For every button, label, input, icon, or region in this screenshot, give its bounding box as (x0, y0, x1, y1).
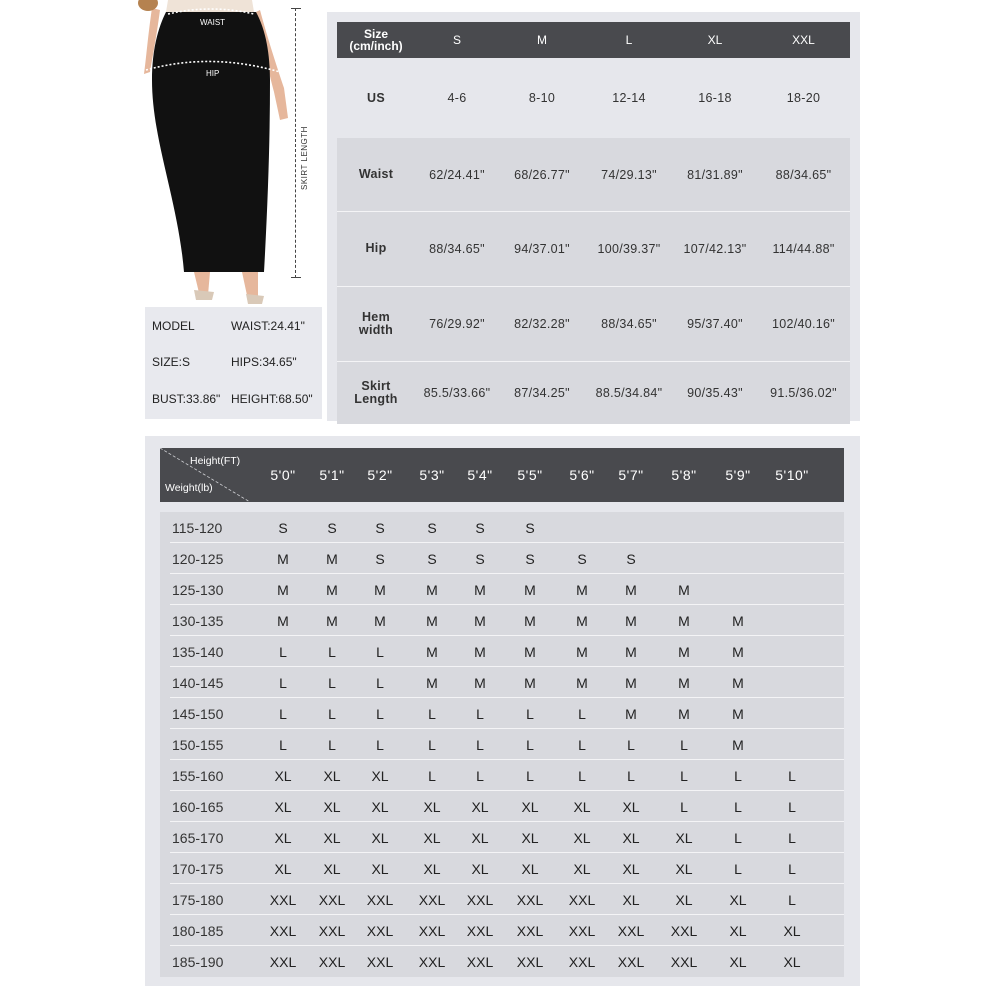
fit-row (160, 698, 844, 729)
fit-size-cell: M (625, 705, 637, 722)
fit-size-cell: XL (573, 798, 591, 815)
fit-size-cell: S (626, 550, 636, 567)
fit-row (160, 915, 844, 946)
fit-size-cell: L (788, 829, 796, 846)
fit-size-cell: XL (783, 922, 801, 939)
height-col-header: 5'2" (367, 467, 393, 483)
size-row-label: Hem width (358, 309, 394, 337)
fit-size-cell: S (427, 550, 437, 567)
fit-chart-corner (160, 448, 250, 502)
fit-size-cell: XL (423, 829, 441, 846)
fit-size-cell: L (734, 860, 742, 877)
fit-size-cell: S (525, 550, 535, 567)
fit-size-cell: XL (323, 798, 341, 815)
model-hips: HIPS:34.65" (231, 355, 297, 369)
fit-row (160, 636, 844, 667)
fit-size-cell: L (627, 736, 635, 753)
size-cell: 95/37.40" (687, 316, 743, 331)
fit-size-cell: S (278, 519, 288, 536)
size-cell: 12-14 (612, 91, 646, 105)
height-col-header: 5'7" (618, 467, 644, 483)
size-cell: 87/34.25" (514, 385, 570, 400)
size-cell: 91.5/36.02" (770, 385, 837, 400)
fit-row (160, 822, 844, 853)
fit-size-cell: XL (675, 829, 693, 846)
fit-size-cell: XXL (318, 891, 346, 908)
fit-size-cell: L (526, 705, 534, 722)
fit-size-cell: XL (622, 891, 640, 908)
fit-size-cell: L (328, 643, 336, 660)
fit-size-cell: XL (521, 798, 539, 815)
fit-size-cell: L (476, 736, 484, 753)
fit-size-cell: L (734, 829, 742, 846)
size-cell: 88/34.65" (601, 316, 657, 331)
weight-range-label: 135-140 (172, 643, 224, 660)
fit-size-cell: L (680, 798, 688, 815)
fit-size-cell: L (627, 767, 635, 784)
size-chart (327, 12, 860, 421)
fit-size-cell: M (474, 581, 486, 598)
fit-size-cell: M (374, 581, 386, 598)
skirt-length-measure (295, 8, 298, 278)
fit-size-cell: XL (371, 860, 389, 877)
fit-size-cell: M (678, 612, 690, 629)
fit-size-cell: XL (371, 798, 389, 815)
fit-size-cell: M (277, 612, 289, 629)
fit-size-cell: L (578, 767, 586, 784)
model-bust: BUST:33.86" (152, 392, 221, 406)
weight-range-label: 155-160 (172, 767, 224, 784)
fit-size-cell: XL (323, 860, 341, 877)
fit-size-cell: XXL (617, 922, 645, 939)
fit-size-cell: XL (471, 798, 489, 815)
fit-size-cell: XL (675, 891, 693, 908)
height-col-header: 5'6" (569, 467, 595, 483)
fit-size-cell: XXL (617, 953, 645, 970)
fit-size-cell: XL (471, 829, 489, 846)
fit-size-cell: M (625, 643, 637, 660)
weight-axis-label: Weight(lb) (165, 482, 213, 494)
size-chart-body (337, 138, 850, 424)
fit-size-cell: L (526, 736, 534, 753)
fit-size-cell: M (576, 674, 588, 691)
size-col-xxl: XXL (792, 33, 815, 47)
fit-size-cell: L (279, 643, 287, 660)
fit-size-cell: XXL (670, 953, 698, 970)
fit-row (160, 729, 844, 760)
fit-size-cell: L (788, 798, 796, 815)
fit-size-cell: XL (783, 953, 801, 970)
fit-size-cell: M (474, 674, 486, 691)
fit-size-cell: M (524, 581, 536, 598)
fit-chart-body (160, 512, 844, 977)
fit-size-cell: XXL (568, 891, 596, 908)
fit-size-cell: XXL (366, 953, 394, 970)
model-label: MODEL (152, 319, 195, 333)
size-cell: 100/39.37" (597, 241, 661, 256)
fit-row (160, 853, 844, 884)
size-row-label: US (367, 90, 385, 105)
fit-row (160, 605, 844, 636)
fit-size-cell: M (732, 736, 744, 753)
size-col-s: S (452, 33, 461, 47)
fit-size-cell: M (426, 643, 438, 660)
size-header-label: Size (cm/inch) (349, 27, 403, 53)
fit-size-cell: L (428, 767, 436, 784)
fit-size-cell: XXL (516, 922, 544, 939)
size-cell: 107/42.13" (683, 241, 747, 256)
fit-size-cell: L (279, 705, 287, 722)
fit-size-cell: XL (371, 829, 389, 846)
fit-size-cell: XL (274, 767, 292, 784)
size-cell: 81/31.89" (687, 167, 743, 182)
fit-size-cell: XXL (269, 891, 297, 908)
fit-size-cell: XL (729, 953, 747, 970)
size-row-waist (337, 138, 850, 211)
fit-size-cell: M (374, 612, 386, 629)
left-shoe (194, 290, 214, 300)
weight-range-label: 160-165 (172, 798, 224, 815)
weight-range-label: 150-155 (172, 736, 224, 753)
height-col-header: 5'3" (419, 467, 445, 483)
fit-size-cell: L (376, 643, 384, 660)
size-cell: 114/44.88" (772, 241, 835, 256)
fit-row (160, 946, 844, 977)
weight-range-label: 185-190 (172, 953, 224, 970)
fit-size-cell: L (428, 705, 436, 722)
fit-size-cell: L (376, 705, 384, 722)
fit-size-cell: XXL (318, 953, 346, 970)
fit-size-cell: L (376, 674, 384, 691)
fit-row (160, 884, 844, 915)
model-size: SIZE:S (152, 355, 191, 369)
fit-size-cell: L (526, 767, 534, 784)
fit-size-cell: XL (274, 798, 292, 815)
fit-size-cell: M (625, 674, 637, 691)
skirt (152, 12, 270, 272)
skirt-length-label: SKIRT LENGTH (300, 126, 309, 190)
fit-size-cell: L (788, 860, 796, 877)
size-row-hem (337, 286, 850, 361)
fit-chart-header (160, 448, 844, 502)
fit-size-cell: M (678, 705, 690, 722)
fit-size-cell: L (328, 674, 336, 691)
fit-size-cell: M (426, 612, 438, 629)
weight-range-label: 165-170 (172, 829, 224, 846)
right-shoe (246, 294, 264, 304)
fit-size-cell: XL (423, 860, 441, 877)
waist-label: WAIST (200, 18, 226, 27)
fit-size-cell: S (475, 550, 485, 567)
fit-size-cell: XXL (418, 891, 446, 908)
size-row-label: Waist (358, 167, 394, 181)
fit-size-cell: M (277, 550, 289, 567)
fit-size-cell: XL (622, 829, 640, 846)
fit-size-cell: XL (521, 860, 539, 877)
fit-size-cell: S (327, 519, 337, 536)
fit-size-cell: L (680, 767, 688, 784)
fit-size-cell: L (680, 736, 688, 753)
size-row-us (337, 60, 850, 136)
fit-size-cell: L (279, 736, 287, 753)
size-cell: 62/24.41" (429, 167, 485, 182)
fit-size-cell: L (328, 736, 336, 753)
height-col-header: 5'1" (319, 467, 345, 483)
fit-size-cell: XL (729, 922, 747, 939)
size-cell: 102/40.16" (771, 316, 836, 331)
fit-size-cell: L (734, 798, 742, 815)
fit-size-cell: XL (274, 860, 292, 877)
fit-size-cell: M (426, 581, 438, 598)
fit-size-cell: XXL (418, 953, 446, 970)
fit-size-cell: M (326, 550, 338, 567)
fit-size-cell: XL (274, 829, 292, 846)
fit-row (160, 512, 844, 543)
fit-size-cell: XL (323, 767, 341, 784)
weight-range-label: 130-135 (172, 612, 224, 629)
size-cell: 94/37.01" (514, 241, 570, 256)
height-weight-chart (145, 436, 860, 986)
fit-row (160, 791, 844, 822)
fit-size-cell: L (428, 736, 436, 753)
hip-label: HIP (206, 69, 220, 78)
fit-size-cell: M (732, 643, 744, 660)
fit-size-cell: L (279, 674, 287, 691)
fit-size-cell: M (732, 674, 744, 691)
fit-size-cell: XXL (269, 922, 297, 939)
fit-size-cell: S (577, 550, 587, 567)
fit-size-cell: M (474, 643, 486, 660)
height-col-header: 5'10" (775, 467, 809, 483)
fit-size-cell: M (678, 581, 690, 598)
height-col-header: 5'5" (517, 467, 543, 483)
fit-size-cell: M (326, 612, 338, 629)
fit-size-cell: XXL (516, 891, 544, 908)
size-cell: 4-6 (447, 91, 467, 105)
fit-size-cell: L (328, 705, 336, 722)
size-cell: 85.5/33.66" (423, 385, 491, 400)
fit-size-cell: M (524, 674, 536, 691)
height-col-header: 5'0" (270, 467, 296, 483)
fit-size-cell: XL (573, 860, 591, 877)
size-col-l: L (625, 33, 633, 47)
fit-size-cell: XL (622, 798, 640, 815)
fit-size-cell: XL (371, 767, 389, 784)
size-cell: 8-10 (528, 91, 556, 105)
fit-size-cell: M (277, 581, 289, 598)
fit-size-cell: M (524, 643, 536, 660)
fit-size-cell: L (578, 705, 586, 722)
model-info-box (145, 307, 322, 419)
weight-range-label: 145-150 (172, 705, 224, 722)
fit-size-cell: XL (323, 829, 341, 846)
fit-size-cell: M (732, 705, 744, 722)
fit-size-cell: S (475, 519, 485, 536)
fit-size-cell: XXL (269, 953, 297, 970)
size-row-skirt (337, 361, 850, 424)
weight-range-label: 175-180 (172, 891, 224, 908)
weight-range-label: 180-185 (172, 922, 224, 939)
fit-row (160, 667, 844, 698)
fit-size-cell: XXL (568, 922, 596, 939)
size-cell: 74/29.13" (601, 167, 657, 182)
height-col-header: 5'4" (467, 467, 493, 483)
fit-size-cell: L (734, 767, 742, 784)
fit-row (160, 760, 844, 791)
fit-size-cell: XL (471, 860, 489, 877)
fit-size-cell: M (678, 674, 690, 691)
size-col-m: M (537, 33, 547, 47)
size-cell: 76/29.92" (429, 316, 485, 331)
size-cell: 68/26.77" (514, 167, 570, 182)
fit-size-cell: L (578, 736, 586, 753)
fit-size-cell: M (678, 643, 690, 660)
fit-size-cell: XXL (366, 891, 394, 908)
model-height: HEIGHT:68.50" (231, 392, 313, 406)
fit-size-cell: XL (675, 860, 693, 877)
fit-size-cell: M (426, 674, 438, 691)
fit-size-cell: XXL (418, 922, 446, 939)
top-garment (166, 0, 254, 12)
fit-size-cell: M (576, 612, 588, 629)
model-waist: WAIST:24.41" (231, 319, 305, 333)
fit-size-cell: L (788, 767, 796, 784)
height-col-header: 5'8" (671, 467, 697, 483)
fit-size-cell: M (326, 581, 338, 598)
fit-size-cell: S (427, 519, 437, 536)
fit-size-cell: L (476, 767, 484, 784)
fit-size-cell: L (788, 891, 796, 908)
fit-size-cell: S (525, 519, 535, 536)
fit-size-cell: M (732, 612, 744, 629)
fit-size-cell: XXL (318, 922, 346, 939)
fit-size-cell: L (476, 705, 484, 722)
fit-row (160, 543, 844, 574)
fit-size-cell: S (375, 550, 385, 567)
fit-size-cell: XXL (366, 922, 394, 939)
weight-range-label: 115-120 (172, 519, 223, 536)
fit-size-cell: M (576, 643, 588, 660)
fit-size-cell: XXL (516, 953, 544, 970)
size-cell: 18-20 (786, 91, 821, 105)
fit-row (160, 574, 844, 605)
fit-size-cell: XXL (568, 953, 596, 970)
fit-size-cell: XXL (466, 891, 494, 908)
fit-size-cell: M (625, 581, 637, 598)
fit-size-cell: M (576, 581, 588, 598)
weight-range-label: 170-175 (172, 860, 224, 877)
fit-size-cell: XXL (670, 922, 698, 939)
fit-size-cell: XL (423, 798, 441, 815)
height-axis-label: Height(FT) (190, 455, 241, 467)
fit-size-cell: M (625, 612, 637, 629)
fit-size-cell: M (524, 612, 536, 629)
size-row-label: Skirt Length (354, 378, 398, 406)
fit-size-cell: XL (573, 829, 591, 846)
size-row-label: Hip (365, 241, 387, 255)
size-col-xl: XL (707, 33, 723, 47)
fit-size-cell: XL (622, 860, 640, 877)
size-cell: 16-18 (698, 91, 732, 105)
fit-size-cell: L (376, 736, 384, 753)
size-cell: 82/32.28" (514, 316, 570, 331)
fit-size-cell: XXL (466, 953, 494, 970)
size-cell: 90/35.43" (687, 385, 743, 400)
size-cell: 88/34.65" (775, 167, 832, 182)
fit-size-cell: XXL (466, 922, 494, 939)
size-chart-header (337, 22, 850, 58)
size-row-hip (337, 211, 850, 286)
fit-size-cell: XL (729, 891, 747, 908)
size-cell: 88/34.65" (429, 241, 485, 256)
fit-size-cell: M (474, 612, 486, 629)
fit-size-cell: S (375, 519, 385, 536)
weight-range-label: 140-145 (172, 674, 224, 691)
weight-range-label: 125-130 (172, 581, 224, 598)
height-col-header: 5'9" (725, 467, 751, 483)
size-cell: 88.5/34.84" (595, 385, 663, 400)
fit-size-cell: XL (521, 829, 539, 846)
weight-range-label: 120-125 (172, 550, 224, 567)
